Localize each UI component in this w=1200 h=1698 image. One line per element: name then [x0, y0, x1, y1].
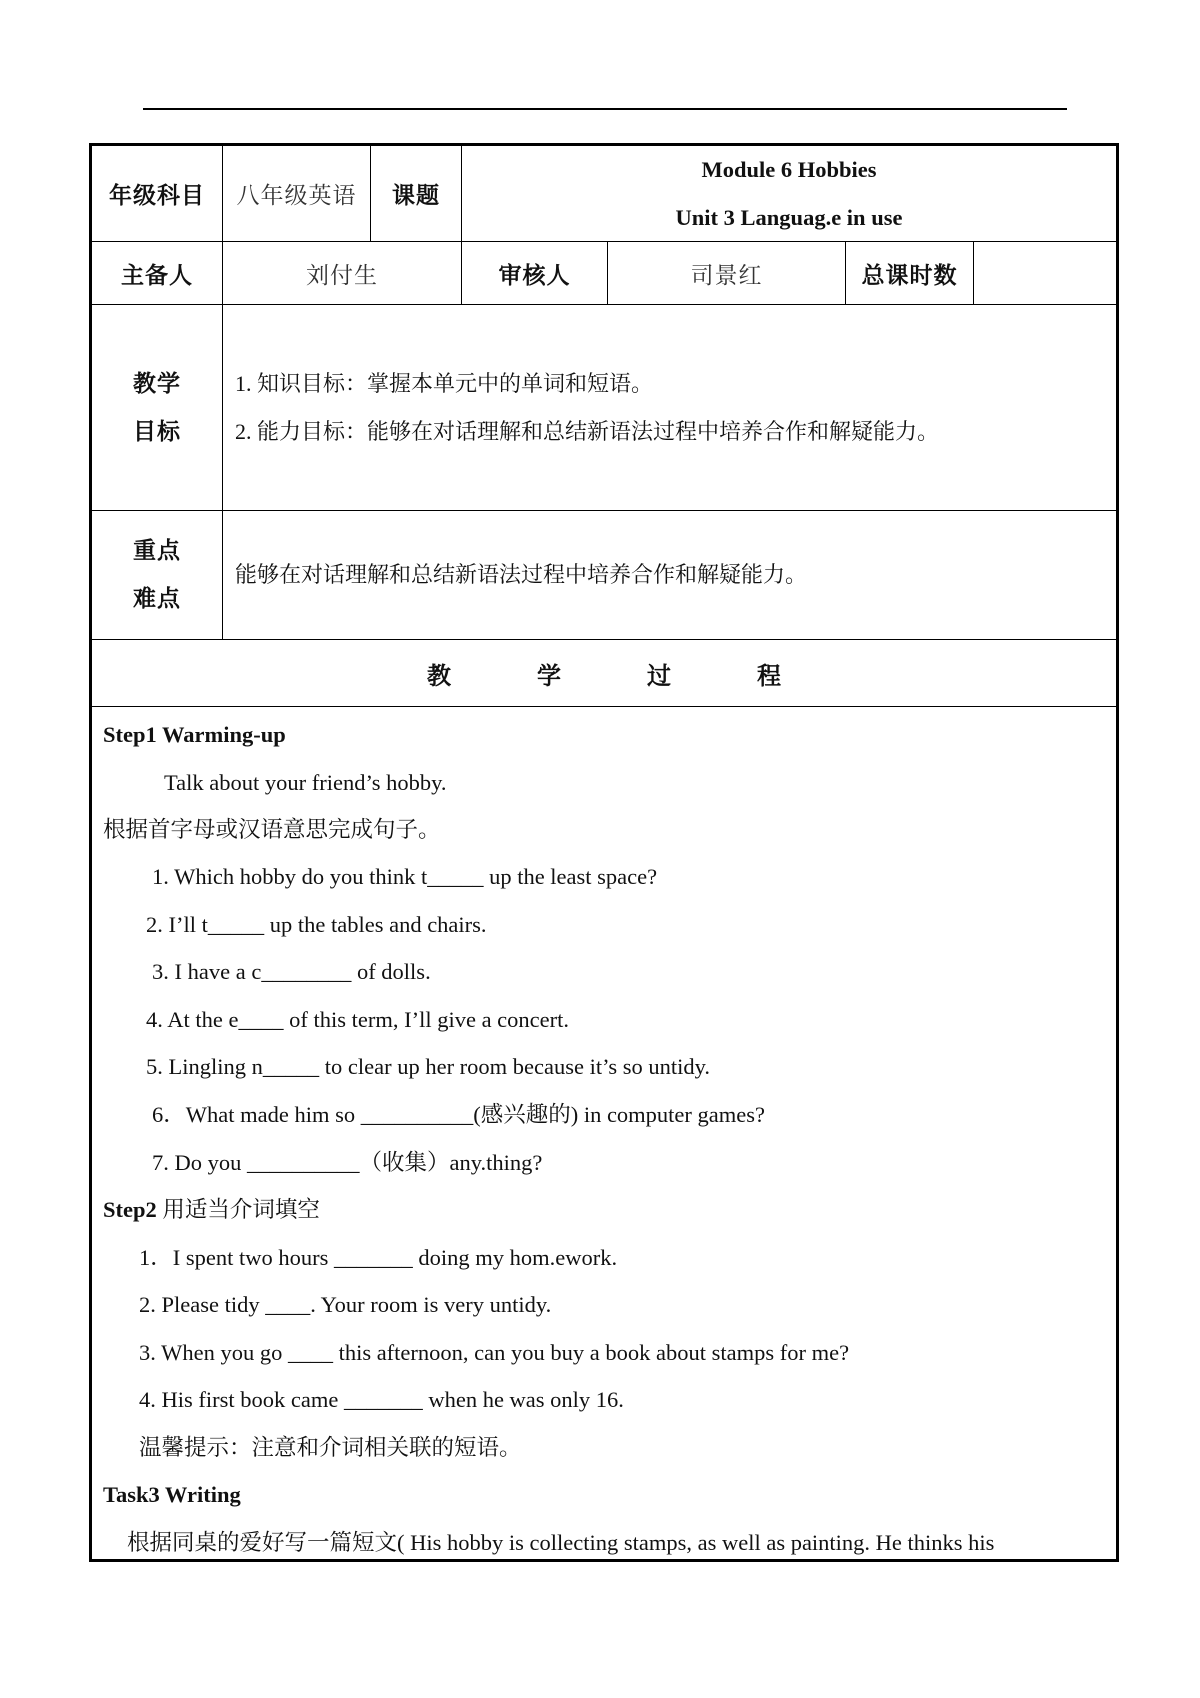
key-label-1: 重点	[133, 538, 181, 563]
task3-text: 根据同桌的爱好写一篇短文( His hobby is collecting stamps, as well as painting. He thinks his	[127, 1530, 995, 1555]
goals-content-cell	[223, 305, 1116, 510]
process-title-cell	[92, 640, 1116, 706]
grade-value: 八年级英语	[236, 183, 357, 208]
step2-item: 4. His first book came _______ when he was only 16.	[139, 1387, 624, 1412]
step2-tip: 温馨提示：注意和介词相关联的短语。	[139, 1435, 522, 1460]
row-process-title	[92, 640, 1116, 707]
hours-label-cell	[846, 242, 974, 304]
goals-label-cell	[92, 305, 223, 510]
reviewer-label-cell	[462, 242, 608, 304]
step2-title	[103, 1195, 320, 1225]
grade-label: 年级科目	[109, 183, 205, 208]
goals-label-1: 教学	[133, 370, 181, 396]
process-title-char-2: 学	[537, 663, 561, 690]
step1-item: 7. Do you __________（收集）any.thing?	[152, 1150, 543, 1175]
goal-knowledge: 1. 知识目标：掌握本单元中的单词和短语。	[235, 370, 654, 396]
preparer-label: 主备人	[121, 262, 193, 288]
hours-value-cell	[974, 242, 1116, 304]
unit-title: Unit 3 Languag.e in use	[675, 204, 903, 230]
key-label-cell	[92, 511, 223, 639]
process-title-char-1: 教	[427, 663, 451, 690]
header-rule	[143, 108, 1067, 110]
step1-instruction: 根据首字母或汉语意思完成句子。	[103, 817, 441, 842]
topic-label-cell	[371, 146, 462, 241]
step1-item: 4. At the e____ of this term, I’ll give a concert.	[146, 1007, 570, 1032]
hours-label: 总课时数	[861, 262, 958, 288]
key-content-cell	[223, 511, 1116, 639]
step2-item: 1．I spent two hours _______ doing my hom.ework.	[139, 1245, 618, 1270]
step1-title: Step1 Warming-up	[103, 722, 286, 747]
step1-intro: Talk about your friend’s hobby.	[164, 770, 447, 795]
step1-item: 2. I’ll t_____ up the tables and chairs.	[146, 912, 487, 937]
key-text: 能够在对话理解和总结新语法过程中培养合作和解疑能力。	[235, 562, 808, 587]
step2-title-rest: 用适当介词填空	[156, 1197, 320, 1222]
step1-item: 5. Lingling n_____ to clear up her room because it’s so untidy.	[146, 1054, 711, 1079]
preparer-value: 刘付生	[306, 262, 378, 288]
preparer-label-cell	[92, 242, 223, 304]
preparer-value-cell	[223, 242, 462, 304]
row-key-points	[92, 511, 1116, 640]
process-title-char-3: 过	[647, 663, 671, 690]
process-title-char-4: 程	[757, 663, 781, 690]
goal-ability: 2. 能力目标：能够在对话理解和总结新语法过程中培养合作和解疑能力。	[235, 418, 940, 444]
row-grade-topic	[92, 146, 1116, 242]
reviewer-value: 司景红	[690, 262, 763, 288]
step1-item: 6．What made him so __________(感兴趣的) in computer games?	[152, 1102, 766, 1127]
step2-item: 3. When you go ____ this afternoon, can you buy a book about stamps for me?	[139, 1340, 850, 1365]
topic-label: 课题	[392, 183, 440, 208]
reviewer-label: 审核人	[498, 262, 571, 288]
row-staff	[92, 242, 1116, 305]
grade-label-cell	[92, 146, 223, 241]
process-body	[92, 707, 1116, 1559]
reviewer-value-cell	[608, 242, 846, 304]
lesson-plan-table	[89, 143, 1119, 1562]
step2-item: 2. Please tidy ____. Your room is very untidy.	[139, 1292, 552, 1317]
row-goals	[92, 305, 1116, 511]
module-title: Module 6 Hobbies	[701, 156, 877, 182]
step2-title-bold: Step2	[103, 1197, 157, 1222]
task3-title: Task3 Writing	[103, 1482, 241, 1507]
goals-label-2: 目标	[133, 418, 181, 444]
topic-value-cell	[462, 146, 1116, 241]
grade-value-cell	[223, 146, 371, 241]
key-label-2: 难点	[133, 586, 181, 611]
step1-item: 3. I have a c________ of dolls.	[152, 959, 431, 984]
step1-item: 1. Which hobby do you think t_____ up the least space?	[152, 864, 658, 889]
